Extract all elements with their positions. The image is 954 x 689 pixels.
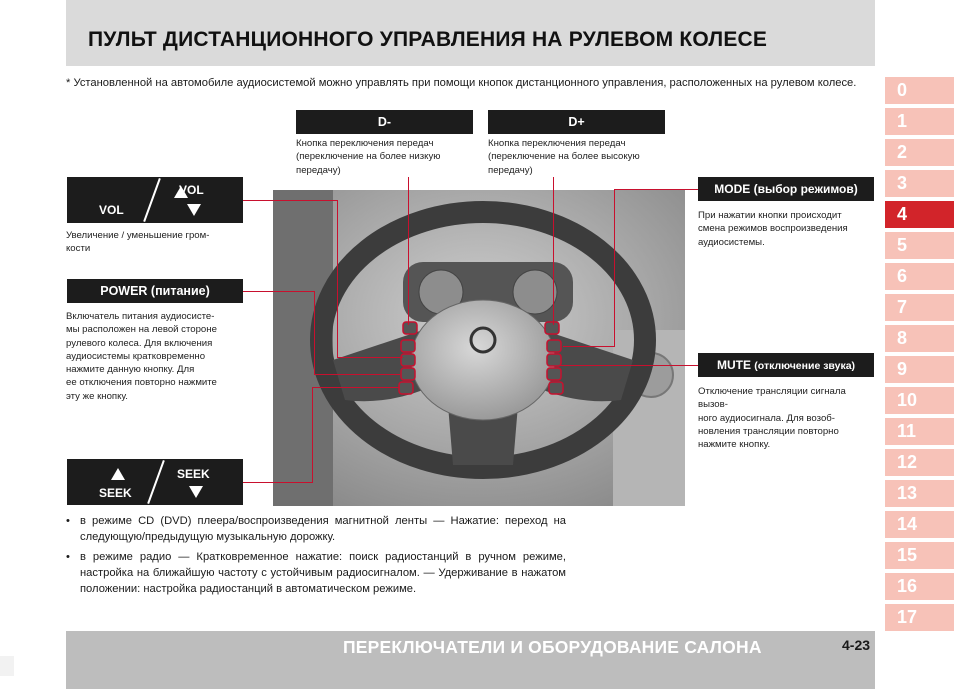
leader-line-vol-vertical: [337, 200, 338, 357]
sidebar-item-17[interactable]: 17: [885, 604, 954, 631]
d-plus-description: Кнопка переключения передач (переключение на более высокую передачу): [488, 138, 640, 176]
gauge-right-icon: [513, 270, 557, 314]
mode-description: При нажатии кнопки происходит смена режимов воспроизведения аудиосистемы.: [698, 210, 848, 248]
seek-down-label: SEEK: [99, 486, 132, 500]
triangle-down-icon: [189, 486, 203, 498]
leader-line-d-minus: [408, 177, 409, 325]
d-minus-label: D-: [296, 110, 473, 134]
section-title: ПЕРЕКЛЮЧАТЕЛИ И ОБОРУДОВАНИЕ САЛОНА: [343, 637, 762, 657]
mode-label: MODE (выбор режимов): [698, 177, 874, 201]
vol-control-graphic: [67, 177, 243, 223]
sidebar-item-10[interactable]: 10: [885, 387, 954, 414]
d-minus-description: Кнопка переключения передач (переключение на более низкую передачу): [296, 138, 441, 176]
bullet-list: [66, 513, 566, 601]
leader-line-power-end: [314, 374, 400, 375]
triangle-up-icon: [111, 468, 125, 480]
page-footer: [66, 631, 875, 689]
sidebar-item-3[interactable]: 3: [885, 170, 954, 197]
sidebar-item-14[interactable]: 14: [885, 511, 954, 538]
leader-line-vol-end: [337, 357, 403, 358]
page-header: [66, 0, 875, 66]
d-minus-button[interactable]: [403, 322, 417, 334]
intro-text: * Установленной на автомобиле аудиосистемой можно управлять при помощи кнопок дистанционного управления, расположенных на рулевом колесе.: [66, 77, 857, 89]
sidebar-item-12[interactable]: 12: [885, 449, 954, 476]
page-number: 4-23: [842, 637, 871, 653]
mute-button[interactable]: [547, 354, 561, 366]
leader-line-mode-end: [563, 346, 615, 347]
vol-down-label: VOL: [99, 203, 124, 217]
airbag-hub: [411, 300, 555, 420]
d-plus-button[interactable]: [545, 322, 559, 334]
sidebar-item-11[interactable]: 11: [885, 418, 954, 445]
leader-line-seek-end: [312, 387, 400, 388]
right-extra-button[interactable]: [547, 368, 561, 380]
leader-line-d-plus: [553, 177, 554, 325]
seek-control-graphic: [67, 459, 243, 505]
sidebar-item-6[interactable]: 6: [885, 263, 954, 290]
steering-wheel-photo: [273, 190, 685, 506]
list-item: • в режиме радио — Кратковременное нажатие: поиск радиостанций в ручном режиме, настройка на ближайшую частоту с устойчивым радиосигналом. — Удерживание в нажатом положении: настройка радиостанций в автоматическом режиме.: [66, 549, 566, 597]
sidebar-item-8[interactable]: 8: [885, 325, 954, 352]
right-extra-button-2[interactable]: [549, 382, 563, 394]
leader-line-seek-vertical: [312, 387, 313, 483]
seek-button[interactable]: [399, 382, 413, 394]
triangle-down-icon: [187, 204, 201, 216]
leader-line-mode-vertical: [614, 189, 615, 346]
sidebar-item-1[interactable]: 1: [885, 108, 954, 135]
vol-down-button[interactable]: [401, 354, 415, 366]
list-item: • в режиме CD (DVD) плеера/воспроизведения магнитной ленты — Нажатие: переход на следующую/предыдущую музыкальную дорожку.: [66, 513, 566, 545]
vol-description: Увеличение / уменьшение гром- кости: [66, 230, 210, 255]
power-label: POWER (питание): [67, 279, 243, 303]
sidebar-item-16[interactable]: 16: [885, 573, 954, 600]
mute-label: MUTE (отключение звука): [698, 353, 874, 377]
leader-line-mode: [614, 189, 698, 190]
vol-up-button[interactable]: [401, 340, 415, 352]
sidebar-item-9[interactable]: 9: [885, 356, 954, 383]
d-plus-label: D+: [488, 110, 665, 134]
page-title: ПУЛЬТ ДИСТАНЦИОННОГО УПРАВЛЕНИЯ НА РУЛЕВОМ КОЛЕСЕ: [88, 28, 768, 51]
mode-button[interactable]: [547, 340, 561, 352]
leader-line-mute: [560, 365, 698, 366]
mute-description: Отключение трансляции сигнала вызов- ного аудиосигнала. Для возоб- новления трансляции повторно нажмите кнопку.: [698, 386, 846, 451]
corner-mark: [0, 656, 14, 676]
power-button[interactable]: [401, 368, 415, 380]
sidebar-item-5[interactable]: 5: [885, 232, 954, 259]
sidebar-item-2[interactable]: 2: [885, 139, 954, 166]
leader-line-vol: [243, 200, 338, 201]
power-description: Включатель питания аудиосисте- мы расположен на левой стороне рулевого колеса. Для включения аудиосистемы кратковременно нажмите данную кнопку. Для ее отключения повторно нажмите эту же кнопку.: [66, 311, 217, 402]
sidebar-item-4[interactable]: 4: [885, 201, 954, 228]
sidebar-item-15[interactable]: 15: [885, 542, 954, 569]
sidebar-item-13[interactable]: 13: [885, 480, 954, 507]
leader-line-power-vertical: [314, 291, 315, 374]
seek-up-label: SEEK: [177, 467, 210, 481]
sidebar-item-0[interactable]: 0: [885, 77, 954, 104]
slash-divider: [143, 178, 161, 222]
slash-divider: [147, 460, 165, 504]
leader-line-power: [243, 291, 315, 292]
leader-line-seek: [243, 482, 313, 483]
sidebar-item-7[interactable]: 7: [885, 294, 954, 321]
vol-up-label: VOL: [179, 183, 204, 197]
